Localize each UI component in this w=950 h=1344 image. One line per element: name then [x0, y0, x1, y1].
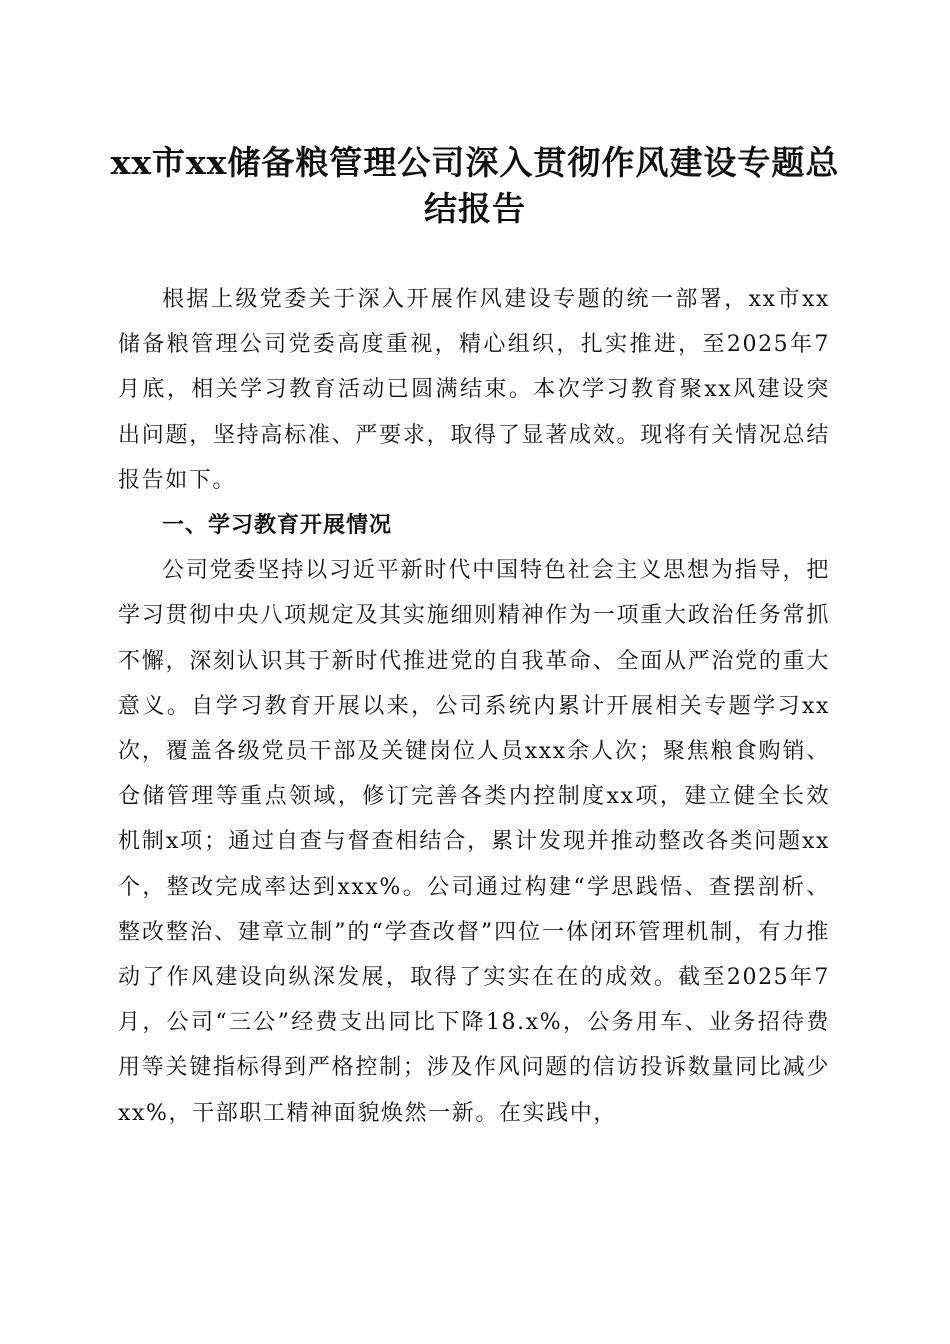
document-body	[118, 277, 830, 1136]
document-title: xx市xx储备粮管理公司深入贯彻作风建设专题总结报告	[110, 143, 840, 228]
section-paragraph: 公司党委坚持以习近平新时代中国特色社会主义思想为指导，把学习贯彻中央八项规定及其实施细则精神作为一项重大政治任务常抓不懈，深刻认识其于新时代推进党的自我革命、全面从严治党的重大意义。自学习教育开展以来，公司系统内累计开展相关专题学习xx次，覆盖各级党员干部及关键岗位人员xxx余人次；聚焦粮食购销、仓储管理等重点领域，修订完善各类内控制度xx项，建立健全长效机制x项；通过自查与督查相结合，累计发现并推动整改各类问题xx个，整改完成率达到xxx%。公司通过构建“学思践悟、查摆剖析、整改整治、建章立制”的“学查改督”四位一体闭环管理机制，有力推动了作风建设向纵深发展，取得了实实在在的成效。截至2025年7月，公司“三公”经费支出同比下降18.x%，公务用车、业务招待费用等关键指标得到严格控制；涉及作风问题的信访投诉数量同比减少xx%，干部职工精神面貌焕然一新。在实践中，	[118, 558, 830, 1126]
intro-paragraph: 根据上级党委关于深入开展作风建设专题的统一部署，xx市xx储备粮管理公司党委高度重视，精心组织，扎实推进，至2025年7月底，相关学习教育活动已圆满结束。本次学习教育聚xx风建设突出问题，坚持高标准、严要求，取得了显著成效。现将有关情况总结报告如下。	[118, 287, 830, 493]
section-heading: 一、学习教育开展情况	[162, 513, 393, 539]
